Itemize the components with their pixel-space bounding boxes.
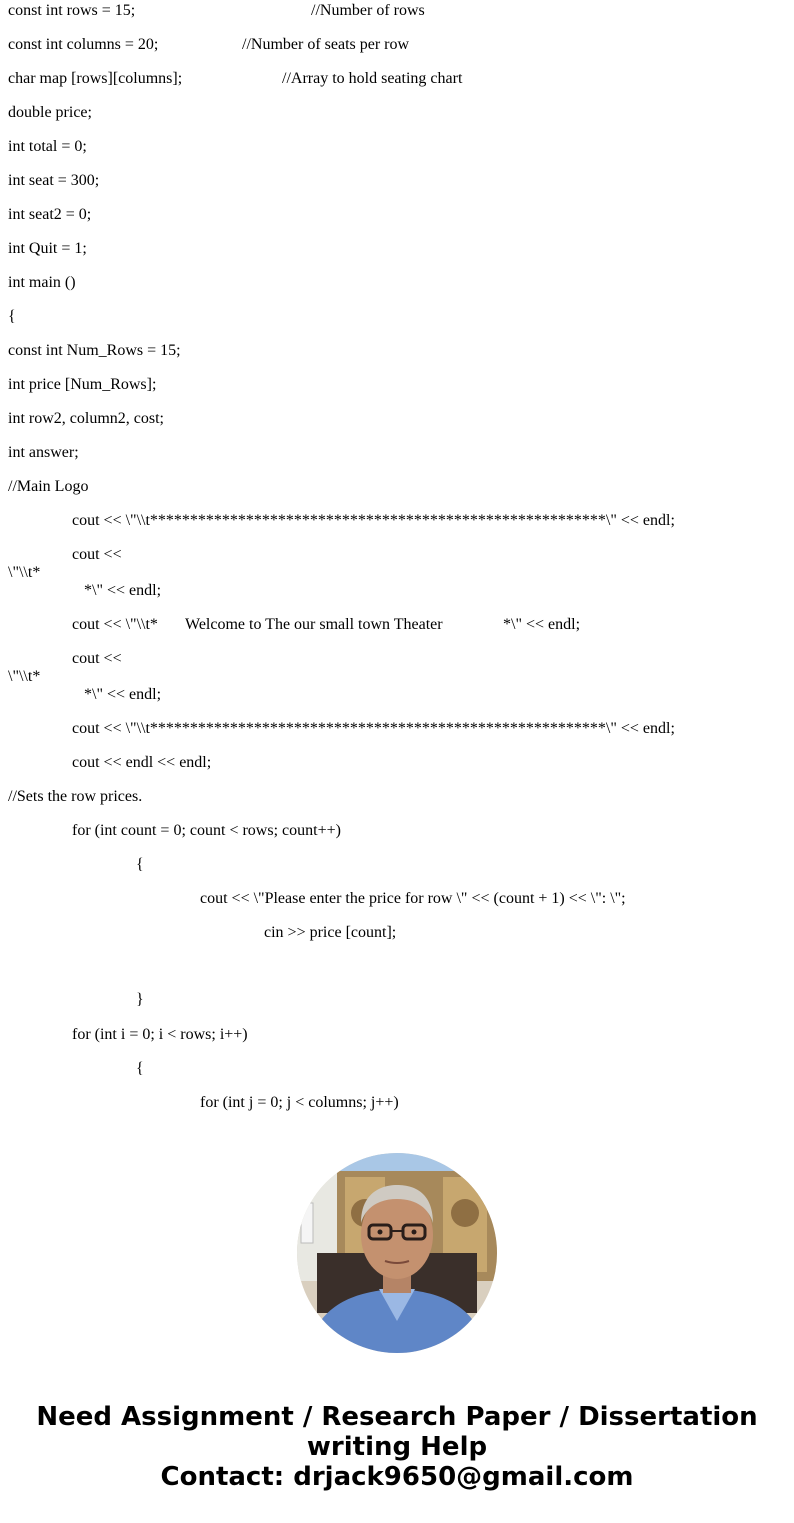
code-line: *\" << endl; (503, 616, 581, 633)
code-line: //Main Logo (8, 478, 89, 495)
footer-contact-banner (0, 1402, 794, 1492)
code-line: { (8, 308, 16, 325)
code-line: for (int count = 0; count < rows; count++) (72, 822, 341, 839)
code-line: int answer; (8, 444, 79, 461)
code-line: { (136, 1060, 144, 1077)
code-line: int row2, column2, cost; (8, 410, 164, 427)
footer-contact-email: Contact: drjack9650@gmail.com (160, 1462, 634, 1492)
code-line: cout << \"\\t*********************************************************\" << endl; (72, 720, 675, 737)
code-line: const int columns = 20; (8, 36, 159, 53)
code-line: { (136, 856, 144, 873)
code-line: char map [rows][columns]; (8, 70, 183, 87)
portrait-photo (297, 1153, 497, 1353)
code-comment: //Number of seats per row (242, 36, 410, 53)
code-line: const int Num_Rows = 15; (8, 342, 181, 359)
code-line: cin >> price [count]; (264, 924, 397, 941)
code-line: int total = 0; (8, 138, 87, 155)
code-line: int seat2 = 0; (8, 206, 92, 223)
code-line: \"\\t* (8, 668, 41, 685)
code-comment: //Number of rows (311, 2, 425, 19)
code-line: \"\\t* (8, 564, 41, 581)
footer-line: Need Assignment / Research Paper / Dissertation (36, 1402, 758, 1432)
code-line: //Sets the row prices. (8, 788, 143, 805)
code-line: const int rows = 15; (8, 2, 136, 19)
code-line: int seat = 300; (8, 172, 100, 189)
code-line: cout << \"\\t* (72, 616, 158, 633)
code-line: cout << endl << endl; (72, 754, 212, 771)
code-line: double price; (8, 104, 92, 121)
code-line: int price [Num_Rows]; (8, 376, 157, 393)
code-line: Welcome to The our small town Theater (185, 616, 443, 633)
code-comment: //Array to hold seating chart (282, 70, 463, 87)
avatar (297, 1153, 497, 1353)
code-line: for (int j = 0; j < columns; j++) (200, 1094, 399, 1111)
code-line: *\" << endl; (84, 686, 162, 703)
code-line: cout << \"\\t*********************************************************\" << endl; (72, 512, 675, 529)
code-line: cout << \"Please enter the price for row \" << (count + 1) << \": \"; (200, 890, 626, 907)
code-line: cout << (72, 546, 122, 563)
code-line: *\" << endl; (84, 582, 162, 599)
code-line: } (136, 991, 144, 1008)
code-line: int Quit = 1; (8, 240, 87, 257)
footer-line: writing Help (306, 1432, 488, 1462)
code-line: int main () (8, 274, 76, 291)
code-line: for (int i = 0; i < rows; i++) (72, 1026, 248, 1043)
code-line: cout << (72, 650, 122, 667)
